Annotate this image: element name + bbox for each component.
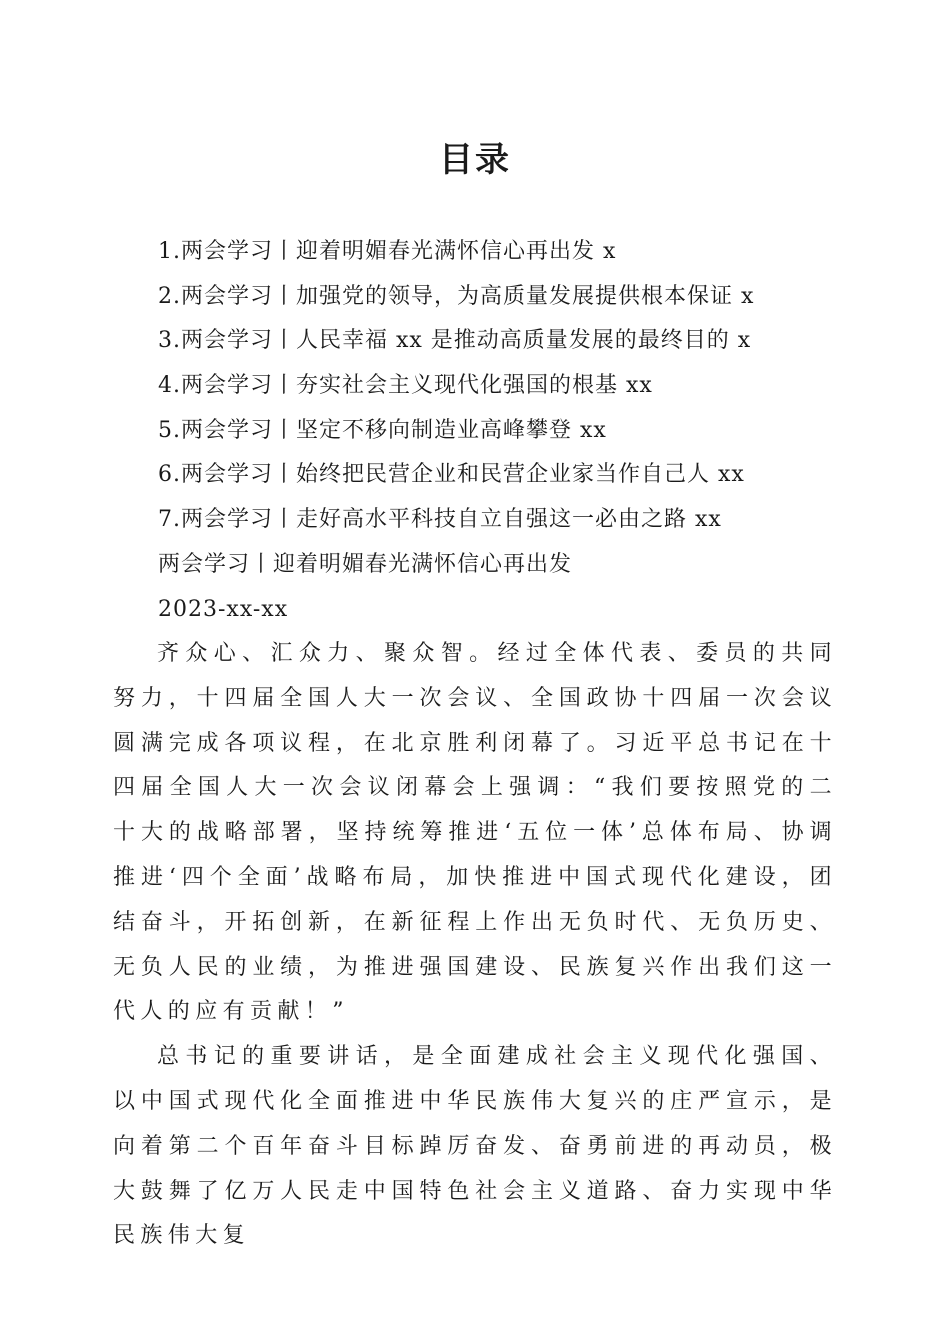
- toc-item[interactable]: 7.两会学习丨走好高水平科技自立自强这一必由之路 xx: [158, 507, 722, 533]
- toc-item[interactable]: 1.两会学习丨迎着明媚春光满怀信心再出发 x: [158, 239, 617, 264]
- body-paragraph: 齐众心、汇众力、聚众智。经过全体代表、委员的共同努力，十四届全国人大一次会议、全国政协十四届一次会议圆满完成各项议程，在北京胜利闭幕了。习近平总书记在十四届全国人大一次会议闭幕会上强调：“我们要按照党的二十大的战略部署，坚持统筹推进‘五位一体’总体布局、协调推进‘四个全面’战略布局，加快推进中国式现代化建设，团结奋斗，开拓创新，在新征程上作出无负时代、无负历史、无负人民的业绩，为推进强国建设、民族复兴作出我们这一代人的应有贡献！”: [113, 641, 837, 1025]
- toc-item[interactable]: 5.两会学习丨坚定不移向制造业高峰攀登 xx: [158, 417, 607, 443]
- article-date: 2023-xx-xx: [158, 597, 289, 622]
- article-body: [113, 632, 837, 1259]
- page-title: 目录: [439, 140, 511, 180]
- toc-item[interactable]: 4.两会学习丨夯实社会主义现代化强国的根基 xx: [158, 373, 653, 399]
- toc-item[interactable]: 2.两会学习丨加强党的领导，为高质量发展提供根本保证 x: [158, 283, 755, 309]
- table-of-contents: [158, 230, 858, 543]
- article-title: 两会学习丨迎着明媚春光满怀信心再出发: [158, 552, 573, 577]
- toc-item[interactable]: 3.两会学习丨人民幸福 xx 是推动高质量发展的最终目的 x: [158, 328, 752, 354]
- body-paragraph: 总书记的重要讲话，是全面建成社会主义现代化强国、以中国式现代化全面推进中华民族伟大复兴的庄严宣示，是向着第二个百年奋斗目标踔厉奋发、奋勇前进的再动员，极大鼓舞了亿万人民走中国特色社会主义道路、奋力实现中华民族伟大复: [113, 1044, 837, 1249]
- toc-item[interactable]: 6.两会学习丨始终把民营企业和民营企业家当作自己人 xx: [158, 462, 745, 488]
